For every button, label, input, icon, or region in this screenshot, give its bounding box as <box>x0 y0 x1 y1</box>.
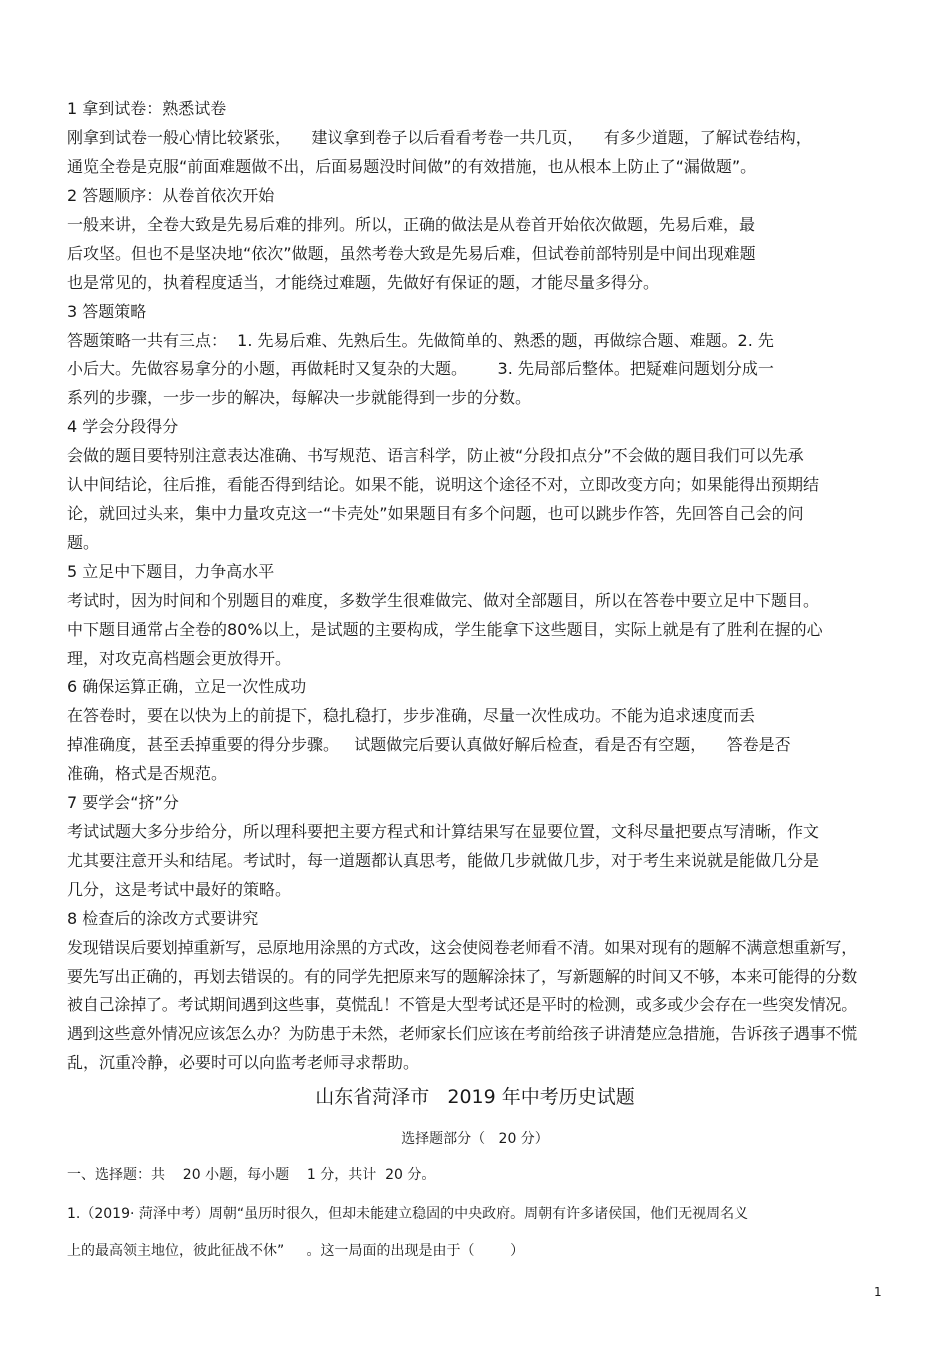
section-6-line-3: 准确，格式是否规范。 <box>67 764 228 783</box>
section-8-line-2: 要先写出正确的，再划去错误的。有的同学先把原来写的题解涂抹了，写新题解的时间又不够，本来可能得的分数 <box>67 967 858 986</box>
section-7-line-3: 几分，这是考试中最好的策略。 <box>67 880 292 899</box>
section-1-line-1: 刚拿到试卷一般心情比较紧张， 建议拿到卷子以后看看考卷一共几页， 有多少道题，了解试卷结构， <box>67 128 812 147</box>
section-1-heading: 1 拿到试卷：熟悉试卷 <box>67 99 227 118</box>
section-4-line-2: 认中间结论，往后推，看能否得到结论。如果不能，说明这个途径不对，立即改变方向；如果能得出预期结 <box>67 475 820 494</box>
section-2-heading: 2 答题顺序：从卷首依次开始 <box>67 186 275 205</box>
section-2-line-1: 一般来讲，全卷大致是先易后难的排列。所以，正确的做法是从卷首开始依次做题，先易后难，最 <box>67 215 756 234</box>
section-3-heading: 3 答题策略 <box>67 302 147 321</box>
section-4-heading: 4 学会分段得分 <box>67 417 179 436</box>
section-8-line-4: 遇到这些意外情况应该怎么办？为防患于未然，老师家长们应该在考前给孩子讲清楚应急措施，告诉孩子遇事不慌 <box>67 1024 858 1043</box>
section-6-heading: 6 确保运算正确，立足一次性成功 <box>67 677 307 696</box>
section-1-line-2: 通览全卷是克服“前面难题做不出，后面易题没时间做”的有效措施，也从根本上防止了“漏做题”。 <box>67 157 757 176</box>
section-8-line-3: 被自己涂掉了。考试期间遇到这些事，莫慌乱！不管是大型考试还是平时的检测，或多或少会存在一些突发情况。 <box>67 995 858 1014</box>
section-3-line-3: 系列的步骤，一步一步的解决，每解决一步就能得到一步的分数。 <box>67 388 532 407</box>
section-4-line-1: 会做的题目要特别注意表达准确、书写规范、语言科学，防止被“分段扣点分”不会做的题目我们可以先承 <box>67 446 804 465</box>
section-6-line-2: 掉准确度，甚至丢掉重要的得分步骤。 试题做完后要认真做好解后检查，看是否有空题， 答卷是否 <box>67 735 791 754</box>
section-7-line-1: 考试试题大多分步给分，所以理科要把主要方程式和计算结果写在显要位置，文科尽量把要点写清晰，作文 <box>67 822 820 841</box>
section-5-heading: 5 立足中下题目，力争高水平 <box>67 562 275 581</box>
section-8-line-1: 发现错误后要划掉重新写，忌原地用涂黑的方式改，这会使阅卷老师看不清。如果对现有的题解不满意想重新写， <box>67 938 858 957</box>
section-7-line-2: 尤其要注意开头和结尾。考试时，每一道题都认真思考，能做几步就做几步，对于考生来说就是能做几分是 <box>67 851 820 870</box>
section-8-heading: 8 检查后的涂改方式要讲究 <box>67 909 259 928</box>
question-1-line-1: 1.（2019· 菏泽中考）周朝“虽历时很久，但却未能建立稳固的中央政府。周朝有许多诸侯国，他们无视周名义 <box>67 1206 749 1222</box>
section-3-line-2: 小后大。先做容易拿分的小题，再做耗时又复杂的大题。 3. 先局部后整体。把疑难问题划分成一 <box>67 359 774 378</box>
page-number: 1 <box>874 1285 882 1299</box>
section-4-line-4: 题。 <box>67 533 100 552</box>
question-1-line-2: 上的最高领主地位，彼此征战不休” 。这一局面的出现是由于（ ） <box>67 1243 525 1259</box>
section-2-line-2: 后攻坚。但也不是坚决地“依次”做题，虽然考卷大致是先易后难，但试卷前部特别是中间出现难题 <box>67 244 756 263</box>
section-5-line-1: 考试时，因为时间和个别题目的难度，多数学生很难做完、做对全部题目，所以在答卷中要立足中下题目。 <box>67 591 820 610</box>
section-7-heading: 7 要学会“挤”分 <box>67 793 179 812</box>
section-5-line-2: 中下题目通常占全卷的80%以上，是试题的主要构成，学生能拿下这些题目，实际上就是有了胜利在握的心 <box>67 620 823 639</box>
section-3-line-1: 答题策略一共有三点： 1. 先易后难、先熟后生。先做简单的、熟悉的题，再做综合题、难题。2. 先 <box>67 331 774 350</box>
section-6-line-1: 在答卷时，要在以快为上的前提下，稳扎稳打，步步准确，尽量一次性成功。不能为追求速度而丢 <box>67 706 756 725</box>
exam-part-heading: 选择题部分（ 20 分） <box>401 1131 549 1147</box>
section-2-line-3: 也是常见的，执着程度适当，才能绕过难题，先做好有保证的题，才能尽量多得分。 <box>67 273 660 292</box>
section-8-line-5: 乱，沉重冷静，必要时可以向监考老师寻求帮助。 <box>67 1053 420 1072</box>
section-4-line-3: 论，就回过头来，集中力量攻克这一“卡壳处”如果题目有多个问题，也可以跳步作答，先回答自己会的问 <box>67 504 804 523</box>
section-5-line-3: 理，对攻克高档题会更放得开。 <box>67 649 292 668</box>
exam-title: 山东省菏泽市 2019 年中考历史试题 <box>315 1086 635 1108</box>
exam-instruction: 一、选择题：共 20 小题，每小题 1 分，共计 20 分。 <box>67 1167 436 1183</box>
